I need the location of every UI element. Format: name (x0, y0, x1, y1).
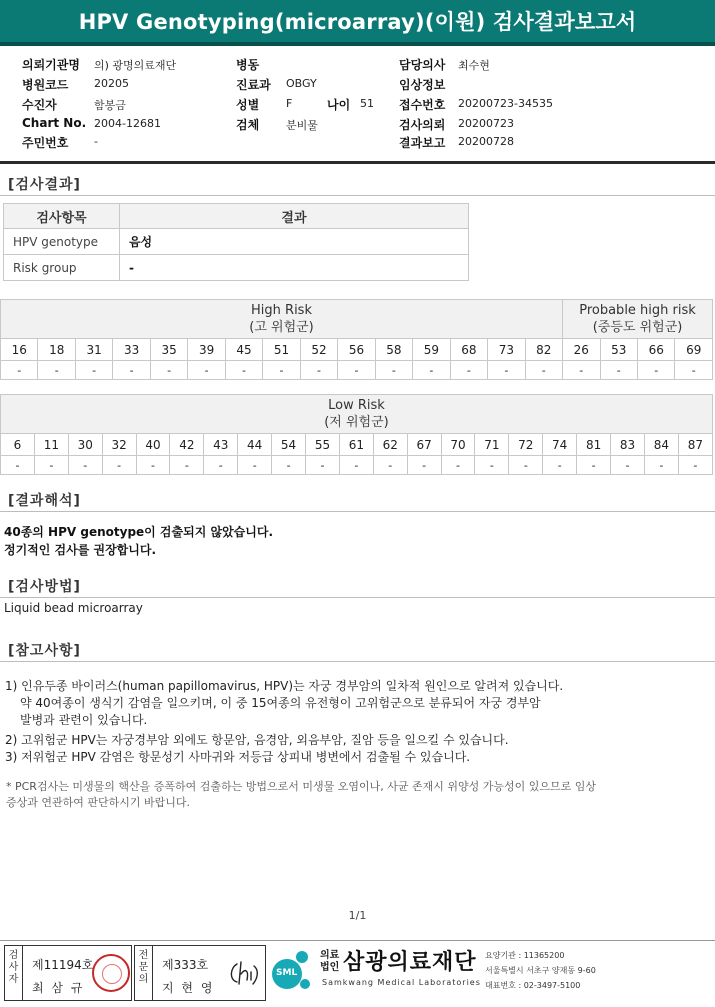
interpretation-line-2: 정기적인 검사를 권장합니다. (4, 543, 157, 557)
pcr-footnote-line-1: * PCR검사는 미생물의 핵산을 증폭하여 검출하는 방법으로서 미생물 오염이나, 사균 존재시 위양성 가능성이 있으므로 임상 (6, 780, 596, 793)
genotype-number: 81 (577, 434, 611, 456)
report-date-value: 20200728 (458, 135, 514, 148)
dept-value: OBGY (286, 77, 317, 90)
genotype-result: - (450, 361, 487, 380)
report-title: HPV Genotyping(microarray)(이원) 검사결과보고서 (0, 0, 715, 46)
low-risk-title-ko: (저 위험군) (324, 415, 389, 430)
note-line-3: 발병과 관련이 있습니다. (20, 713, 148, 727)
low-risk-header-row (1, 395, 713, 434)
genotype-number: 55 (306, 434, 340, 456)
result-table-header (4, 204, 469, 229)
org-phone: 대표번호 : 02-3497-5100 (485, 981, 581, 990)
genotype-result: - (102, 456, 136, 475)
probable-risk-title-ko: (중등도 위험군) (592, 320, 683, 335)
table-row (4, 229, 469, 255)
genotype-result: - (188, 361, 225, 380)
genotype-result: - (38, 361, 75, 380)
notes-heading: [참고사항] (8, 643, 81, 659)
row-item: HPV genotype (4, 229, 120, 255)
table-row (4, 255, 469, 281)
low-risk-table (0, 394, 713, 475)
col-item-header: 검사항목 (4, 204, 120, 229)
probable-risk-title (563, 300, 713, 339)
official-seal-icon (92, 954, 130, 992)
genotype-number: 30 (68, 434, 102, 456)
genotype-result: - (170, 456, 204, 475)
row-item: Risk group (4, 255, 120, 281)
high-risk-header-row (1, 300, 713, 339)
genotype-result: - (577, 456, 611, 475)
report-footer (0, 940, 715, 1007)
ward-label: 병동 (236, 58, 260, 72)
genotype-number: 16 (1, 339, 38, 361)
results-heading: [검사결과] (8, 177, 81, 193)
reception-no-label: 접수번호 (399, 98, 446, 112)
corp-label-1: 의료 (320, 950, 340, 961)
age-label: 나이 (327, 98, 351, 112)
logo-dot-icon (300, 979, 310, 989)
patient-label: 수진자 (22, 98, 57, 112)
genotype-number: 69 (675, 339, 713, 361)
chart-no-value: 2004-12681 (94, 117, 161, 130)
genotype-number: 33 (113, 339, 150, 361)
method-divider (0, 597, 715, 598)
genotype-result: - (644, 456, 678, 475)
genotype-number: 11 (34, 434, 68, 456)
genotype-result: - (225, 361, 262, 380)
request-date-value: 20200723 (458, 117, 514, 130)
org-address: 서울특별시 서초구 양재동 9-60 (485, 966, 596, 975)
genotype-result: - (238, 456, 272, 475)
institution-label: 의뢰기관명 (22, 58, 80, 72)
genotype-result: - (306, 456, 340, 475)
genotype-number: 53 (600, 339, 637, 361)
genotype-number: 45 (225, 339, 262, 361)
specimen-label: 검체 (236, 118, 260, 132)
sex-label: 성별 (236, 98, 260, 112)
chart-no-label: Chart No. (22, 116, 87, 130)
specialist-license: 제333호 (162, 958, 209, 972)
genotype-result: - (1, 361, 38, 380)
probable-risk-title-en: Probable high risk (579, 303, 696, 318)
handwritten-signature-icon (227, 958, 261, 988)
specialist-label: 전문의 (135, 946, 153, 1000)
genotype-number: 84 (644, 434, 678, 456)
genotype-result: - (407, 456, 441, 475)
genotype-number: 67 (407, 434, 441, 456)
genotype-number: 72 (509, 434, 543, 456)
tester-license: 제11194호 (32, 958, 94, 972)
genotype-result: - (488, 361, 525, 380)
genotype-result: - (272, 456, 306, 475)
note-line-4: 2) 고위험군 HPV는 자궁경부암 외에도 항문암, 음경암, 외음부암, 질암 등을 일으킬 수 있습니다. (5, 733, 509, 747)
org-name: 삼광의료재단 (343, 950, 477, 975)
tester-signature-box (4, 945, 132, 1001)
doctor-value: 최수현 (458, 59, 490, 72)
genotype-result: - (441, 456, 475, 475)
col-result-header: 결과 (119, 204, 468, 229)
sex-value: F (286, 97, 293, 110)
genotype-result: - (113, 361, 150, 380)
page-indicator: 1/1 (348, 909, 367, 922)
genotype-result: - (75, 361, 112, 380)
institution-value: 의) 광명의료재단 (94, 59, 177, 72)
method-heading: [검사방법] (8, 579, 81, 595)
genotype-number: 82 (525, 339, 562, 361)
low-risk-title (1, 395, 713, 434)
high-risk-type-row (1, 339, 713, 361)
result-table (3, 203, 469, 281)
org-english-name: Samkwang Medical Laboratories (322, 978, 481, 987)
report-date-label: 결과보고 (399, 136, 446, 150)
genotype-number: 71 (475, 434, 509, 456)
genotype-result: - (543, 456, 577, 475)
method-text: Liquid bead microarray (4, 601, 143, 615)
genotype-number: 51 (263, 339, 300, 361)
note-line-5: 3) 저위험군 HPV 감염은 항문성기 사마귀와 저등급 상피내 병변에서 검출될 수 있습니다. (5, 750, 471, 764)
sml-logo-text: SML (276, 968, 298, 978)
age-value: 51 (360, 97, 374, 110)
genotype-result: - (600, 361, 637, 380)
genotype-result: - (375, 361, 412, 380)
high-risk-result-row (1, 361, 713, 380)
genotype-result: - (373, 456, 407, 475)
patient-value: 함봉금 (94, 99, 126, 112)
genotype-number: 6 (1, 434, 35, 456)
pcr-footnote-line-2: 증상과 연관하여 판단하시기 바랍니다. (6, 796, 191, 809)
genotype-number: 54 (272, 434, 306, 456)
row-value: 음성 (119, 229, 468, 255)
low-risk-type-row (1, 434, 713, 456)
genotype-result: - (204, 456, 238, 475)
specialist-name: 지 현 영 (162, 981, 215, 995)
genotype-number: 74 (543, 434, 577, 456)
genotype-result: - (339, 456, 373, 475)
note-line-2: 약 40여종이 생식기 감염을 일으키며, 이 중 15여종의 유전형이 고위험군으로 분류되어 자궁 경부암 (20, 696, 541, 710)
hospital-code-value: 20205 (94, 77, 129, 90)
specimen-value: 분비물 (286, 119, 318, 132)
specialist-signature-box (134, 945, 266, 1001)
row-value: - (119, 255, 468, 281)
genotype-number: 42 (170, 434, 204, 456)
genotype-result: - (68, 456, 102, 475)
interpretation-line-1: 40종의 HPV genotype이 검출되지 않았습니다. (4, 525, 274, 539)
results-divider (0, 195, 715, 196)
sml-logo-icon (272, 959, 302, 989)
note-line-1: 1) 인유두종 바이러스(human papillomavirus, HPV)는 자궁 경부암의 일차적 원인으로 알려져 있습니다. (5, 679, 564, 693)
genotype-number: 87 (678, 434, 712, 456)
genotype-result: - (563, 361, 600, 380)
genotype-number: 62 (373, 434, 407, 456)
genotype-result: - (150, 361, 187, 380)
genotype-result: - (611, 456, 645, 475)
high-risk-title (1, 300, 563, 339)
genotype-number: 56 (338, 339, 375, 361)
high-risk-title-en: High Risk (251, 303, 312, 318)
genotype-number: 31 (75, 339, 112, 361)
reception-no-value: 20200723-34535 (458, 97, 553, 110)
resident-no-value: - (94, 135, 98, 148)
genotype-result: - (475, 456, 509, 475)
institution-number: 요양기관 : 11365200 (485, 951, 565, 960)
dept-label: 진료과 (236, 78, 271, 92)
high-risk-table (0, 299, 713, 380)
genotype-result: - (34, 456, 68, 475)
tester-name: 최 삼 규 (32, 981, 85, 995)
resident-no-label: 주민번호 (22, 136, 69, 150)
low-risk-result-row (1, 456, 713, 475)
genotype-number: 18 (38, 339, 75, 361)
genotype-number: 58 (375, 339, 412, 361)
corp-label-2: 법인 (320, 962, 340, 973)
interpretation-heading: [결과해석] (8, 493, 81, 509)
genotype-result: - (509, 456, 543, 475)
genotype-number: 66 (637, 339, 674, 361)
notes-divider (0, 661, 715, 662)
genotype-number: 61 (339, 434, 373, 456)
genotype-number: 39 (188, 339, 225, 361)
genotype-number: 73 (488, 339, 525, 361)
genotype-result: - (675, 361, 713, 380)
patient-info-block (0, 46, 715, 164)
genotype-number: 68 (450, 339, 487, 361)
genotype-number: 40 (136, 434, 170, 456)
genotype-number: 70 (441, 434, 475, 456)
doctor-label: 담당의사 (399, 58, 446, 72)
genotype-number: 59 (413, 339, 450, 361)
tester-label: 검사자 (5, 946, 23, 1000)
genotype-number: 26 (563, 339, 600, 361)
genotype-number: 35 (150, 339, 187, 361)
clinical-info-label: 임상정보 (399, 78, 446, 92)
genotype-result: - (525, 361, 562, 380)
genotype-result: - (413, 361, 450, 380)
genotype-result: - (678, 456, 712, 475)
high-risk-title-ko: (고 위험군) (249, 320, 314, 335)
low-risk-title-en: Low Risk (328, 398, 385, 413)
logo-dot-icon (296, 951, 308, 963)
genotype-result: - (263, 361, 300, 380)
genotype-result: - (338, 361, 375, 380)
genotype-result: - (300, 361, 337, 380)
genotype-result: - (136, 456, 170, 475)
genotype-result: - (637, 361, 674, 380)
genotype-result: - (1, 456, 35, 475)
request-date-label: 검사의뢰 (399, 118, 446, 132)
genotype-number: 32 (102, 434, 136, 456)
genotype-number: 43 (204, 434, 238, 456)
genotype-number: 44 (238, 434, 272, 456)
interpretation-divider (0, 511, 715, 512)
genotype-number: 52 (300, 339, 337, 361)
hospital-code-label: 병원코드 (22, 78, 69, 92)
genotype-number: 83 (611, 434, 645, 456)
